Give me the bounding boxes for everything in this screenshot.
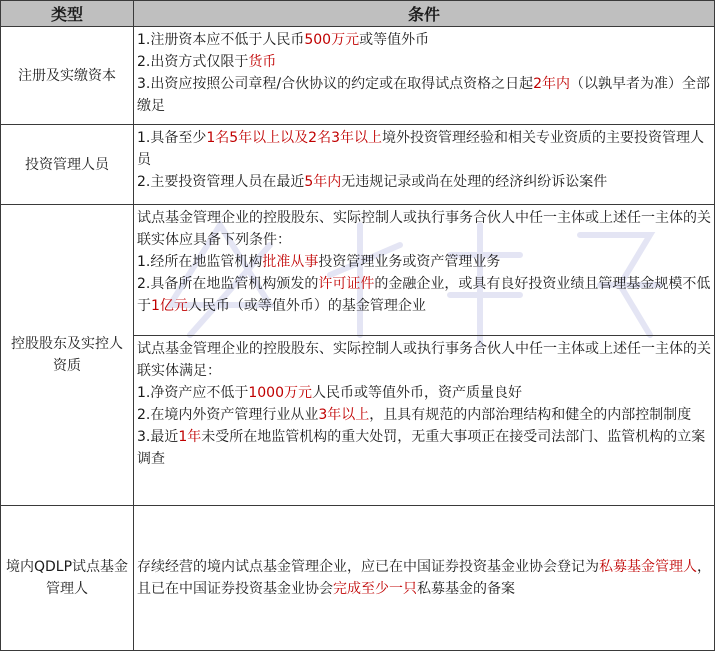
condition-text: 3.出资应按照公司章程/合伙协议的约定或在取得试点资格之日起: [137, 76, 534, 92]
condition-text: 未受所在地监管机构的重大处罚，无重大事项正在接受司法部门、监管机构的立案调查: [137, 429, 706, 467]
row-conditions: [134, 27, 715, 125]
header-type: 类型: [1, 1, 134, 27]
condition-text: 或等值外币: [359, 32, 430, 48]
highlight-text: 2年内: [533, 76, 570, 92]
highlight-text: 完成至少一只: [333, 581, 417, 597]
condition-line: [137, 207, 711, 251]
condition-text: 2.在境内外资产管理行业从业: [137, 407, 319, 423]
condition-text: 试点基金管理企业的控股股东、实际控制人或执行事务合伙人中任一主体或上述任一主体的关联实体应具备下列条件：: [137, 210, 711, 248]
condition-text: （以孰早者为准）全部缴足: [137, 76, 710, 114]
table-header-row: [1, 1, 715, 27]
row-type: 投资管理人员: [1, 125, 134, 205]
condition-text: 人民币或等值外币，资产质量良好: [312, 385, 522, 401]
condition-line: [137, 73, 711, 117]
condition-text: ，且已在中国证券投资基金业协会: [137, 559, 711, 597]
condition-line: [137, 51, 711, 73]
condition-text: 的金融企业，或具有良好投资业绩且管理基金规模不低于: [137, 276, 711, 314]
condition-line: [137, 251, 711, 273]
condition-text: 2.主要投资管理人员在最近: [137, 174, 305, 190]
highlight-text: 货币: [248, 54, 277, 70]
condition-text: 私募基金的备案: [417, 581, 515, 597]
condition-line: [137, 404, 711, 426]
highlight-text: 1000万元: [248, 385, 312, 401]
condition-line: [137, 556, 711, 600]
condition-text: 3.最近: [137, 429, 179, 445]
condition-text: 1.经所在地监管机构: [137, 254, 263, 270]
table-row: [1, 205, 715, 336]
condition-line: [137, 127, 711, 171]
condition-text: 1.注册资本应不低于人民币: [137, 32, 305, 48]
condition-text: 1.净资产应不低于: [137, 385, 249, 401]
table-row: [1, 125, 715, 205]
row-conditions: [134, 125, 715, 205]
condition-text: 人民币（或等值外币）的基金管理企业: [187, 298, 426, 314]
highlight-text: 500万元: [304, 32, 360, 48]
row-conditions: [134, 506, 715, 651]
table-row: [1, 506, 715, 651]
condition-text: 无违规记录或尚在处理的经济纠纷诉讼案件: [341, 174, 608, 190]
condition-line: [137, 171, 711, 193]
highlight-text: 1亿元: [151, 298, 188, 314]
header-condition: 条件: [134, 1, 715, 27]
condition-text: 试点基金管理企业的控股股东、实际控制人或执行事务合伙人中任一主体或上述任一主体的关联实体满足：: [137, 341, 711, 379]
condition-text: 存续经营的境内试点基金管理企业，应已在中国证券投资基金业协会登记为: [137, 559, 599, 575]
row-type: 控股股东及实控人资质: [1, 205, 134, 506]
highlight-text: 许可证件: [318, 276, 375, 292]
condition-text: 2.出资方式仅限于: [137, 54, 249, 70]
condition-line: [137, 338, 711, 382]
highlight-text: 批准从事: [262, 254, 319, 270]
row-conditions: [134, 205, 715, 336]
highlight-text: 1年: [178, 429, 202, 445]
condition-text: ，且具有规范的内部治理结构和健全的内部控制制度: [369, 407, 692, 423]
condition-line: [137, 426, 711, 470]
row-conditions-extra: [134, 336, 715, 506]
condition-line: [137, 382, 711, 404]
highlight-text: 3年以上: [318, 407, 370, 423]
condition-text: 投资管理业务或资产管理业务: [318, 254, 501, 270]
row-type: 注册及实缴资本: [1, 27, 134, 125]
condition-text: 境外投资管理经验和相关专业资质的主要投资管理人员: [137, 130, 704, 168]
highlight-text: 私募基金管理人: [599, 559, 697, 575]
row-type: 境内QDLP试点基金管理人: [1, 506, 134, 651]
highlight-text: 5年内: [304, 174, 342, 190]
table-row: [1, 27, 715, 125]
condition-line: [137, 273, 711, 317]
highlight-text: 1名5年以上以及2名3年以上: [206, 130, 382, 146]
condition-text: 1.具备至少: [137, 130, 207, 146]
condition-text: 2.具备所在地监管机构颁发的: [137, 276, 319, 292]
condition-line: [137, 29, 711, 51]
